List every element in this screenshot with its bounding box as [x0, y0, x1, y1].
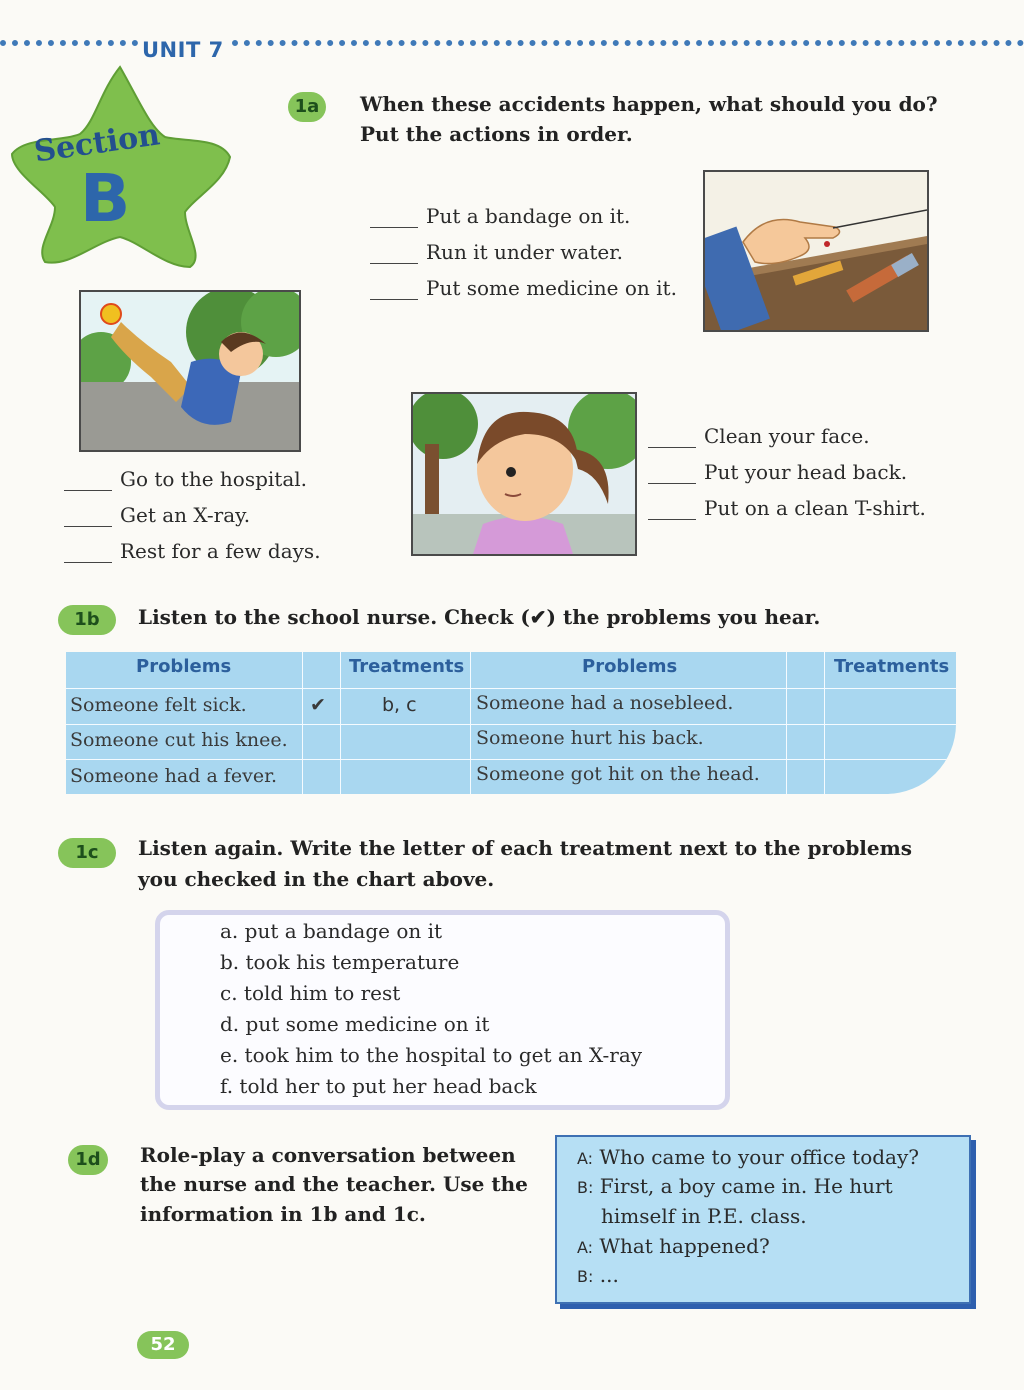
answer-line-nose-1[interactable]	[648, 424, 870, 448]
dialogue-line	[577, 1174, 893, 1198]
header-dots-right	[232, 40, 1024, 46]
instruction-1d-line3: information in 1b and 1c.	[140, 1202, 426, 1226]
speaker-label: B:	[577, 1178, 594, 1197]
table-divider	[302, 652, 303, 794]
answer-blank[interactable]	[370, 249, 418, 264]
table-divider	[340, 652, 341, 794]
dialogue-line	[601, 1204, 807, 1228]
nosebleed-girl-illustration	[411, 392, 637, 556]
answer-line-fall-2[interactable]	[64, 503, 250, 527]
answer-line-nose-2[interactable]	[648, 460, 907, 484]
list-item: a. put a bandage on it	[220, 919, 443, 943]
answer-line-nose-3[interactable]	[648, 496, 926, 520]
instruction-1b: Listen to the school nurse. Check (✔) the problems you hear.	[138, 605, 821, 629]
instruction-1c-line1: Listen again. Write the letter of each treatment next to the problems	[138, 836, 913, 860]
check-mark[interactable]: ✔	[310, 694, 326, 716]
dialogue-text: First, a boy came in. He hurt	[599, 1174, 893, 1198]
table-header-problems-right: Problems	[582, 656, 678, 677]
list-item: b. took his temperature	[220, 950, 460, 974]
table-cell-problem: Someone felt sick.	[70, 694, 247, 716]
speaker-label: B:	[577, 1267, 594, 1286]
dialogue-line	[577, 1234, 770, 1258]
action-text: Get an X-ray.	[120, 503, 251, 527]
answer-line-finger-3[interactable]	[370, 276, 677, 300]
section-letter: B	[80, 160, 131, 237]
badge-1d: 1d	[68, 1145, 108, 1175]
action-text: Clean your face.	[704, 424, 870, 448]
answer-blank[interactable]	[370, 285, 418, 300]
table-header-problems-left: Problems	[136, 656, 232, 677]
table-divider	[824, 652, 825, 794]
action-text: Put a bandage on it.	[426, 204, 631, 228]
instruction-1d-line1: Role-play a conversation between	[140, 1143, 516, 1167]
answer-blank[interactable]	[648, 505, 696, 520]
speaker-label: A:	[577, 1238, 594, 1257]
action-text: Put your head back.	[704, 460, 908, 484]
table-cell-treatment[interactable]: b, c	[382, 694, 417, 716]
answer-blank[interactable]	[370, 213, 418, 228]
answer-line-fall-1[interactable]	[64, 467, 307, 491]
table-cell-problem: Someone had a nosebleed.	[476, 692, 734, 714]
instruction-1a-line1: When these accidents happen, what should you do?	[360, 92, 938, 116]
list-item: f. told her to put her head back	[220, 1074, 537, 1098]
dialogue-line	[577, 1263, 619, 1287]
table-cell-problem: Someone got hit on the head.	[476, 763, 760, 785]
table-header-treatments-left: Treatments	[349, 656, 465, 677]
instruction-1d-line2: the nurse and the teacher. Use the	[140, 1172, 528, 1196]
action-text: Put some medicine on it.	[426, 276, 677, 300]
list-item: c. told him to rest	[220, 981, 401, 1005]
action-text: Run it under water.	[426, 240, 623, 264]
answer-line-finger-1[interactable]	[370, 204, 630, 228]
list-item: d. put some medicine on it	[220, 1012, 490, 1036]
action-text: Go to the hospital.	[120, 467, 308, 491]
header-dots-left	[0, 40, 138, 46]
list-item: e. took him to the hospital to get an X-ray	[220, 1043, 643, 1067]
answer-blank[interactable]	[64, 548, 112, 563]
table-divider	[66, 759, 956, 760]
table-header-treatments-right: Treatments	[834, 656, 950, 677]
speaker-label: A:	[577, 1149, 594, 1168]
badge-1b: 1b	[58, 605, 116, 635]
answer-blank[interactable]	[64, 476, 112, 491]
instruction-1a-line2: Put the actions in order.	[360, 122, 633, 146]
answer-blank[interactable]	[648, 469, 696, 484]
falling-boy-illustration	[79, 290, 301, 452]
answer-blank[interactable]	[64, 512, 112, 527]
table-divider	[786, 652, 787, 794]
table-cell-problem: Someone had a fever.	[70, 765, 278, 787]
table-divider	[66, 724, 956, 725]
dialogue-text: ...	[599, 1263, 619, 1287]
action-text: Rest for a few days.	[120, 539, 321, 563]
dialogue-box	[555, 1135, 971, 1304]
answer-blank[interactable]	[648, 433, 696, 448]
table-cell-problem: Someone hurt his back.	[476, 727, 704, 749]
answer-line-fall-3[interactable]	[64, 539, 321, 563]
action-text: Put on a clean T-shirt.	[704, 496, 926, 520]
dialogue-text: himself in P.E. class.	[601, 1204, 807, 1228]
section-label: Section	[32, 117, 162, 170]
badge-1a: 1a	[288, 92, 326, 122]
unit-title: UNIT 7	[142, 38, 224, 62]
dialogue-text: Who came to your office today?	[599, 1145, 919, 1169]
table-divider	[66, 688, 956, 689]
answer-line-finger-2[interactable]	[370, 240, 623, 264]
page-number: 52	[137, 1331, 189, 1359]
table-cell-problem: Someone cut his knee.	[70, 729, 288, 751]
dialogue-text: What happened?	[599, 1234, 770, 1258]
badge-1c: 1c	[58, 838, 116, 868]
treatment-list-box	[155, 910, 730, 1110]
problems-table	[66, 652, 956, 794]
instruction-1c-line2: you checked in the chart above.	[138, 867, 495, 891]
finger-cut-illustration	[703, 170, 929, 332]
dialogue-line	[577, 1145, 919, 1169]
table-divider	[470, 652, 471, 794]
